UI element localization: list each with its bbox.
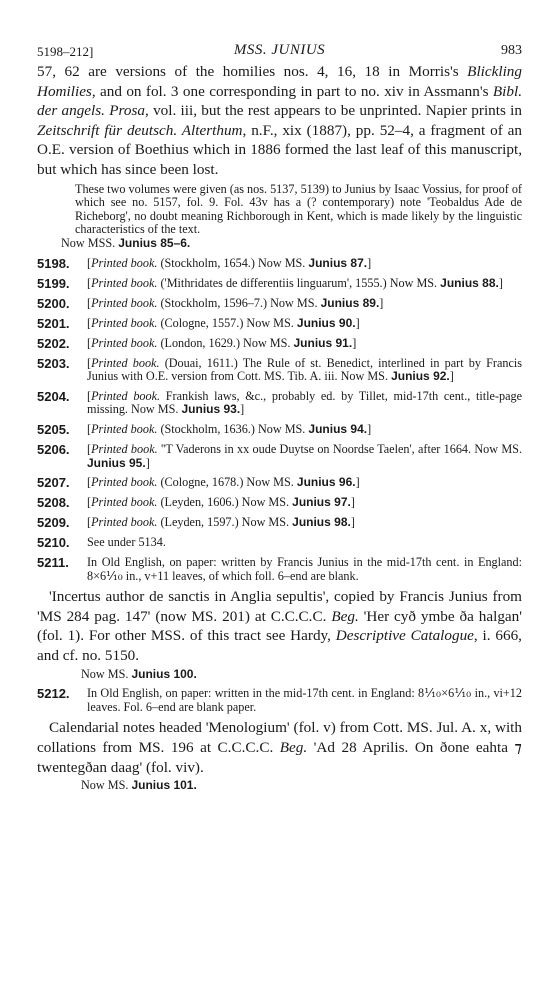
entry-details: (London, 1629.) Now MS.	[157, 335, 294, 350]
entry-close-bracket: ]	[355, 475, 360, 490]
entry-5211-shelfmark: Now MS. Junius 100.	[81, 666, 197, 681]
entry-text: See under 5134.	[87, 535, 166, 550]
entry-number: 5206.	[37, 441, 70, 457]
entry-text: [Printed book. (Cologne, 1678.) Now MS. Junius 96.]	[87, 475, 360, 490]
entry-number: 5198.	[37, 255, 70, 271]
entry-row	[37, 516, 522, 530]
entry-shelfmark: Junius 87.	[308, 255, 368, 270]
entry-shelfmark: Junius 95.	[87, 455, 146, 470]
entry-text: [Printed book. ''T Vaderons in xx oude Duytse on Noordse Taelen', after 1664. Now MS. Junius 95.]	[87, 441, 522, 470]
entry-type: Printed book.	[91, 421, 158, 436]
entry-details: (Cologne, 1678.) Now MS.	[157, 475, 297, 490]
entry-text: [Printed book. (Stockholm, 1636.) Now MS. Junius 94.]	[87, 421, 372, 436]
entry-number: 5205.	[37, 421, 70, 437]
entry-type: Printed book.	[91, 441, 158, 456]
running-header	[37, 40, 522, 62]
entry-close-bracket: ]	[240, 402, 245, 417]
entry-type: Printed book.	[91, 495, 158, 510]
entry-row	[37, 257, 522, 271]
entry-close-bracket: ]	[350, 495, 355, 510]
entry-details: (Stockholm, 1596–7.) Now MS.	[157, 295, 321, 310]
entry-text: In Old English, on paper: written in the mid-17th cent. in England: 8⅒×6⅒ in., vi+12 leaves. Fol. 6–end are blank paper.	[87, 686, 522, 714]
entry-row	[37, 390, 522, 417]
entry-shelfmark: Junius 96.	[296, 475, 356, 490]
entry-5211-description: 'Incertus author de sanctis in Anglia sepultis', copied by Francis Junius from 'MS 284 pag. 147' (now MS. 201) at C.C.C.C. Beg. 'Her cyð ymbe ða halgan' (fol. 1). For other MSS. of this tract see Hardy, Descriptive Catalogue, i. 666, and cf. no. 5150.	[37, 588, 522, 665]
entry-shelfmark: Junius 88.	[440, 275, 499, 290]
entry-text: [Printed book. (Leyden, 1606.) Now MS. Junius 97.]	[87, 495, 355, 510]
entry-shelfmark: Junius 92.	[391, 369, 450, 384]
entry-close-bracket: ]	[367, 255, 372, 270]
entry-close-bracket: ]	[367, 421, 372, 436]
intro-paragraph: 57, 62 are versions of the homilies nos. 4, 16, 18 in Morris's Blickling Homilies, and on fol. 3 one corresponding in part to no. xiv in Assmann's Bibl. der angels. Prosa, vol. iii, but the rest appears to be unprinted. Napier prints in Zeitschrift für deutsch. Alterthum, n.F., xix (1887), pp. 52–4, a fragment of an O.E. version of Boethius which in 1886 formed the last leaf of this manuscript, but which has since been lost.	[37, 63, 523, 178]
entry-number: 5203.	[37, 355, 70, 371]
entry-close-bracket: ]	[379, 295, 384, 310]
entry-text: [Printed book. (Douai, 1611.) The Rule of st. Benedict, interlined in part by Francis Junius with O.E. version from Cott. MS. Tib. A. iii. Now MS. Junius 92.]	[87, 355, 523, 384]
entry-details: ''T Vaderons in xx oude Duytse on Noordse Taelen', after 1664. Now MS.	[157, 441, 522, 456]
entry-type: Printed book.	[91, 255, 158, 270]
entry-details: ('Mithridates de differentiis linguarum', 1555.) Now MS.	[157, 275, 441, 290]
entry-number: 5211.	[37, 555, 69, 571]
entry-details: (Cologne, 1557.) Now MS.	[157, 315, 297, 330]
entry-shelfmark: Junius 94.	[308, 421, 368, 436]
entry-5212	[37, 687, 522, 714]
entry-row	[37, 423, 522, 437]
entry-details: (Stockholm, 1654.) Now MS.	[157, 255, 309, 270]
entry-row	[37, 297, 522, 311]
entry-number: 5207.	[37, 475, 70, 491]
entry-type: Printed book.	[91, 355, 160, 370]
entry-text: [Printed book. (Stockholm, 1596–7.) Now MS. Junius 89.]	[87, 295, 384, 310]
catalogue-page	[37, 40, 522, 793]
entry-row	[37, 357, 522, 384]
entry-close-bracket: ]	[352, 335, 357, 350]
entry-text: [Printed book. (London, 1629.) Now MS. Junius 91.]	[87, 335, 357, 350]
entry-number: 5199.	[37, 275, 70, 291]
entry-type: Printed book.	[91, 295, 158, 310]
entry-type: Printed book.	[91, 335, 158, 350]
entry-shelfmark: Junius 97.	[292, 495, 351, 510]
entry-details: (Leyden, 1606.) Now MS.	[157, 495, 293, 510]
entry-number: 5200.	[37, 295, 70, 311]
entry-shelfmark: Junius 98.	[292, 515, 351, 530]
entry-5210	[37, 536, 522, 550]
entry-number: 5202.	[37, 335, 70, 351]
entry-number: 5208.	[37, 495, 70, 511]
entry-shelfmark: Junius 91.	[293, 335, 353, 350]
entry-type: Printed book.	[91, 315, 158, 330]
note-shelfmark: Now MSS. Junius 85–6.	[61, 235, 191, 250]
entry-close-bracket: ]	[145, 455, 150, 470]
entry-details: (Douai, 1611.) The Rule of st. Benedict, interlined in part by Francis Junius with O.E. version from Cott. MS. Tib. A. iii. Now MS.	[87, 355, 523, 384]
entry-text: In Old English, on paper: written by Francis Junius in the mid-17th cent. in England: 8×6⅒ in., v+11 leaves, of which foll. 6–end are blank.	[87, 555, 522, 583]
entry-close-bracket: ]	[449, 369, 454, 384]
entry-details: (Stockholm, 1636.) Now MS.	[157, 421, 309, 436]
entry-5212-shelfmark: Now MS. Junius 101.	[81, 778, 197, 793]
entry-type: Printed book.	[91, 388, 161, 403]
entry-text: [Printed book. (Cologne, 1557.) Now MS. Junius 90.]	[87, 315, 360, 330]
provenance-note: These two volumes were given (as nos. 5137, 5139) to Junius by Isaac Vossius, for proof of which see no. 5157, fol. 9. Fol. 43v has a (? contemporary) note 'Teobaldus Ade de Richeborg', no doubt meaning Richborough in Kent, which is made likely by the linguistic characteristics of the text.	[75, 181, 522, 237]
entry-5211	[37, 556, 522, 583]
entry-number: 5212.	[37, 686, 70, 702]
header-title: MSS. JUNIUS	[233, 42, 326, 58]
entry-text: [Printed book. ('Mithridates de differentiis linguarum', 1555.) Now MS. Junius 88.]	[87, 275, 503, 290]
entry-type: Printed book.	[91, 275, 158, 290]
entry-number: 5201.	[37, 315, 70, 331]
entry-text: [Printed book. Frankish laws, &c., probably ed. by Tillet, mid-17th cent., title-page missing. Now MS. Junius 93.]	[87, 388, 523, 417]
entry-details: Frankish laws, &c., probably ed. by Tillet, mid-17th cent., title-page missing. Now MS.	[87, 388, 523, 417]
entry-row	[37, 496, 522, 510]
entry-number: 5209.	[37, 515, 70, 531]
entry-row	[37, 443, 522, 470]
entry-number: 5210.	[37, 535, 70, 551]
entry-close-bracket: ]	[498, 275, 503, 290]
entry-row	[37, 337, 522, 351]
entry-shelfmark: Junius 89.	[320, 295, 380, 310]
entry-close-bracket: ]	[350, 515, 355, 530]
entry-type: Printed book.	[91, 515, 158, 530]
entry-number: 5204.	[37, 388, 70, 404]
entry-type: Printed book.	[91, 475, 158, 490]
entry-row	[37, 317, 522, 331]
header-range: 5198–212]	[37, 44, 94, 59]
page-number: 983	[501, 43, 522, 58]
entry-shelfmark: Junius 93.	[181, 402, 241, 417]
entry-shelfmark: Junius 90.	[296, 315, 356, 330]
entry-row	[37, 277, 522, 291]
entry-details: (Leyden, 1597.) Now MS.	[157, 515, 293, 530]
entry-close-bracket: ]	[355, 315, 360, 330]
entry-row	[37, 476, 522, 490]
entry-5212-description: Calendarial notes headed 'Menologium' (fol. v) from Cott. MS. Jul. A. x, with collations from MS. 196 at C.C.C.C. Beg. 'Ad 28 Aprilis. On ðone eahta ⁊ twentegðan daag' (fol. viv).	[37, 719, 522, 776]
entry-text: [Printed book. (Leyden, 1597.) Now MS. Junius 98.]	[87, 515, 355, 530]
entries-list	[37, 257, 522, 531]
entry-text: [Printed book. (Stockholm, 1654.) Now MS. Junius 87.]	[87, 255, 372, 270]
